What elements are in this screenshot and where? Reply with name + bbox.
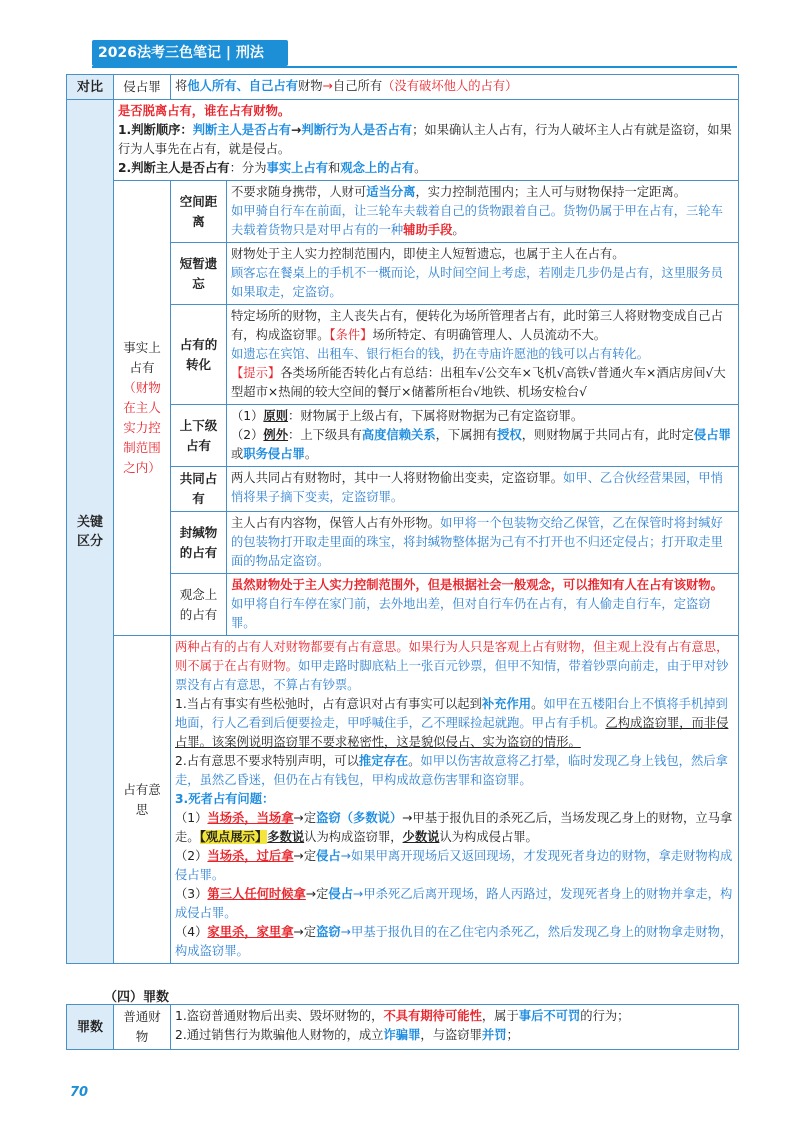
- row-space: [67, 181, 739, 243]
- core-question: 是否脱离占有，谁在占有财物。 1.判断顺序：判断主人是否占有→判断行为人是否占有；如果确认主人占有，行为人破坏主人占有就是盗窃，如果行为人事先在占有，就是侵占。 2.判断主人是否占有：分为事实上占有和观念上的占有。: [114, 100, 739, 181]
- factual-possession-label: 事实上占有 （财物在主人实力控制范围之内）: [114, 181, 171, 636]
- joint-content: 两人共同占有财物时，其中一人将财物偷出变卖，定盗窃罪。如甲、乙合伙经营果园，甲悄悄将果子摘下变卖，定盗窃罪。: [227, 467, 739, 512]
- row-core: [67, 100, 739, 181]
- qinzhan-def: 将他人所有、自己占有财物→自己所有（没有破坏他人的占有）: [171, 75, 739, 100]
- intent-content: 两种占有的占有人对财物都要有占有意思。如果行为人只是客观上占有财物，但主观上没有占有意思，则不属于在占有财物。如甲走路时脚底粘上一张百元钞票，但甲不知情，带着钞票向前走，由于甲对钞票没有占有意思，不算占有钞票。 1.当占有事实有些松弛时，占有意识对占有事实可以起到补充作用。如甲在五楼阳台上不慎将手机掉到地面，行人乙看到后便要捡走，甲呼喊住手，乙不理睬捡起就跑。甲占有手机。乙构成盗窃罪，而非侵占罪。该案例说明盗窃罪不要求秘密性，这是貌似侵占、实为盗窃的情形。 2.占有意思不要求特别声明，可以推定存在。如甲以伤害故意将乙打晕，临时发现乙身上钱包，然后拿走，虽然乙昏迷，但仍在占有钱包，甲构成故意伤害罪和盗窃罪。 3.死者占有问题： （1）当场杀，当场拿→定盗窃（多数说）→甲基于报仇目的杀死乙后，当场发现乙身上的财物，立马拿走。【观点展示】多数说认为构成盗窃罪，少数说认为构成侵占罪。 （2）当场杀，过后拿→定侵占→如果甲离开现场后又返回现场，才发现死者身边的财物，拿走财物构成侵占罪。 （3）第三人任何时候拿→定侵占→甲杀死乙后离开现场，路人丙路过，发现死者身上的财物并拿走，构成侵占罪。 （4）家里杀，家里拿→定盗窃→甲基于报仇目的在乙住宅内杀死乙，然后发现乙身上的财物拿走财物，构成盗窃罪。: [171, 636, 739, 964]
- superior-label: 上下级占有: [171, 405, 227, 467]
- crime-count-table: [66, 1004, 739, 1050]
- header-rule: [92, 66, 737, 68]
- superior-content: （1）原则：财物属于上级占有，下属将财物据为己有定盗窃罪。 （2）例外：上下级具有高度信赖关系，下属拥有授权，则财物属于共同占有，此时定侵占罪或职务侵占罪。: [227, 405, 739, 467]
- brief-label: 短暂遗忘: [171, 243, 227, 305]
- qinzhan-label: 侵占罪: [114, 75, 171, 100]
- crime-count-label: 罪数: [67, 1005, 114, 1050]
- row-qinzhan: [67, 75, 739, 100]
- crime-count-content: 1.盗窃普通财物后出卖、毁坏财物的，不具有期待可能性，属于事后不可罚的行为； 2.通过销售行为欺骗他人财物的，成立诈骗罪，与盗窃罪并罚；: [171, 1005, 739, 1050]
- space-content: 不要求随身携带，人财可适当分离，实力控制范围内；主人可与财物保持一定距离。 如甲骑自行车在前面，让三轮车夫载着自己的货物跟着自己。货物仍属于甲在占有，三轮车夫载着货物只是对甲占有的一种辅助手段。: [227, 181, 739, 243]
- brief-content: 财物处于主人实力控制范围内，即使主人短暂遗忘，也属于主人在占有。 顾客忘在餐桌上的手机不一概而论，从时间空间上考虑，若刚走几步仍是占有，这里服务员如果取走，定盗窃。: [227, 243, 739, 305]
- notion-label: 观念上的占有: [171, 574, 227, 636]
- transfer-content: 特定场所的财物，主人丧失占有，便转化为场所管理者占有，此时第三人将财物变成自己占有，构成盗窃罪。【条件】场所特定、有明确管理人、人员流动不大。 如遗忘在宾馆、出租车、银行柜台的钱，扔在寺庙许愿池的钱可以占有转化。 【提示】各类场所能否转化占有总结：出租车√公交车×飞机√高铁√普通火车×酒店房间√大型超市×热闹的较大空间的餐厅×储蓄所柜台√地铁、机场安检台√: [227, 305, 739, 405]
- transfer-label: 占有的转化: [171, 305, 227, 405]
- space-label: 空间距离: [171, 181, 227, 243]
- contrast-label: 对比: [67, 75, 114, 100]
- page-number: 70: [70, 1085, 89, 1100]
- page-header-title: 2026法考三色笔记 | 刑法: [92, 40, 288, 66]
- intent-label: 占有意思: [114, 636, 171, 964]
- sealed-content: 主人占有内容物，保管人占有外形物。如甲将一个包装物交给乙保管，乙在保管时将封缄好的包装物打开取走里面的珠宝，将封缄物整体据为己有不打开也不归还定侵占；打开取走里面的物品定盗窃。: [227, 512, 739, 574]
- joint-label: 共同占有: [171, 467, 227, 512]
- row-intent: [67, 636, 739, 964]
- sealed-label: 封缄物的占有: [171, 512, 227, 574]
- ordinary-property-label: 普通财物: [114, 1005, 171, 1050]
- comparison-table: [66, 74, 739, 964]
- key-distinction-label: 关键区分: [67, 100, 114, 964]
- section-title: （四）罪数: [104, 990, 170, 1005]
- notion-content: 虽然财物处于主人实力控制范围外，但是根据社会一般观念，可以推知有人在占有该财物。 如甲将自行车停在家门前，去外地出差，但对自行车仍在占有，有人偷走自行车，定盗窃罪。: [227, 574, 739, 636]
